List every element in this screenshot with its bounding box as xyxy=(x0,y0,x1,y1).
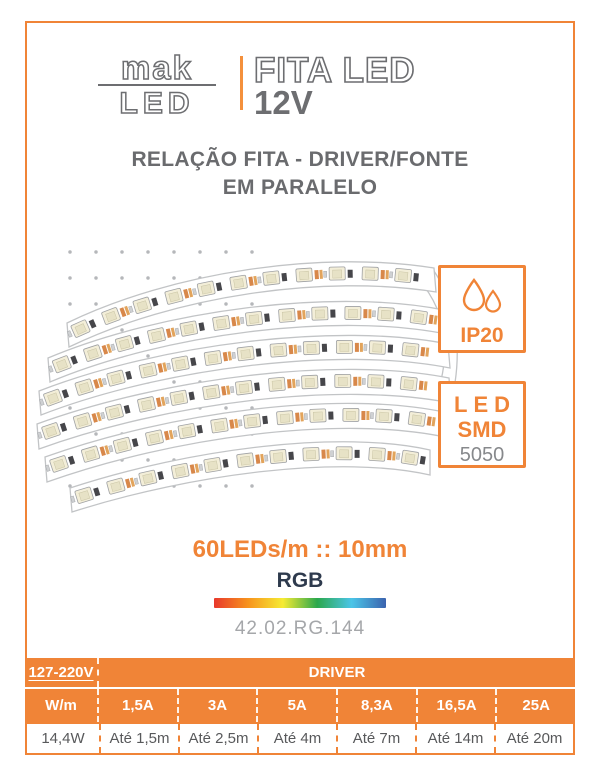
led-density-text: 60LEDs/m :: 10mm xyxy=(192,536,408,563)
driver-table-data-row xyxy=(25,722,575,755)
column-header-cell: 3A xyxy=(177,689,257,722)
product-code: 42.02.RG.144 xyxy=(234,618,366,639)
logo-top-text: mak xyxy=(120,52,194,86)
led-strip-illustration xyxy=(32,238,462,518)
led-badge-line3: 5050 xyxy=(459,444,505,466)
column-header-cell: 25A xyxy=(495,689,575,722)
column-header-cell: 8,3A xyxy=(336,689,416,722)
mak-led-logo xyxy=(92,52,222,118)
data-cell: Até 7m xyxy=(336,724,415,753)
column-header-cell: W/m xyxy=(45,697,77,714)
product-title-block xyxy=(252,50,492,120)
product-name-outline-text: FITA LED xyxy=(254,51,416,90)
data-cell: 14,4W xyxy=(41,730,85,747)
ip-rating-label: IP20 xyxy=(460,324,504,347)
water-drops-icon xyxy=(457,277,507,317)
data-cell: Até 1,5m xyxy=(99,724,178,753)
column-header-cell: 5A xyxy=(256,689,336,722)
data-cell: Até 14m xyxy=(415,724,494,753)
voltage-header-label: 127-220V xyxy=(28,664,94,681)
voltage-header-cell xyxy=(25,658,97,687)
driver-header-cell: DRIVER xyxy=(97,658,575,687)
column-header-cell: 1,5A xyxy=(97,689,177,722)
product-voltage-text: 12V xyxy=(254,84,313,120)
data-cell: Até 20m xyxy=(494,724,573,753)
page-title xyxy=(0,146,600,202)
rgb-gradient-bar xyxy=(214,598,386,608)
data-cell: Até 4m xyxy=(257,724,336,753)
led-badge-line1: LED xyxy=(454,392,516,417)
page-title-line2: EM PARALELO xyxy=(222,176,378,199)
logo-bottom-text: LED xyxy=(119,87,195,118)
led-badge-line2: SMD xyxy=(457,417,507,442)
data-cell: Até 2,5m xyxy=(178,724,257,753)
column-header-cell: 16,5A xyxy=(416,689,496,722)
led-type-badge xyxy=(438,381,526,468)
ip-rating-badge xyxy=(438,265,526,353)
driver-table-header-row xyxy=(25,658,575,689)
page-title-line1: RELAÇÃO FITA - DRIVER/FONTE xyxy=(131,148,469,171)
color-mode-label: RGB xyxy=(276,569,324,592)
header-divider xyxy=(240,56,243,110)
driver-table-columns-row xyxy=(25,689,575,722)
driver-table xyxy=(25,658,575,755)
